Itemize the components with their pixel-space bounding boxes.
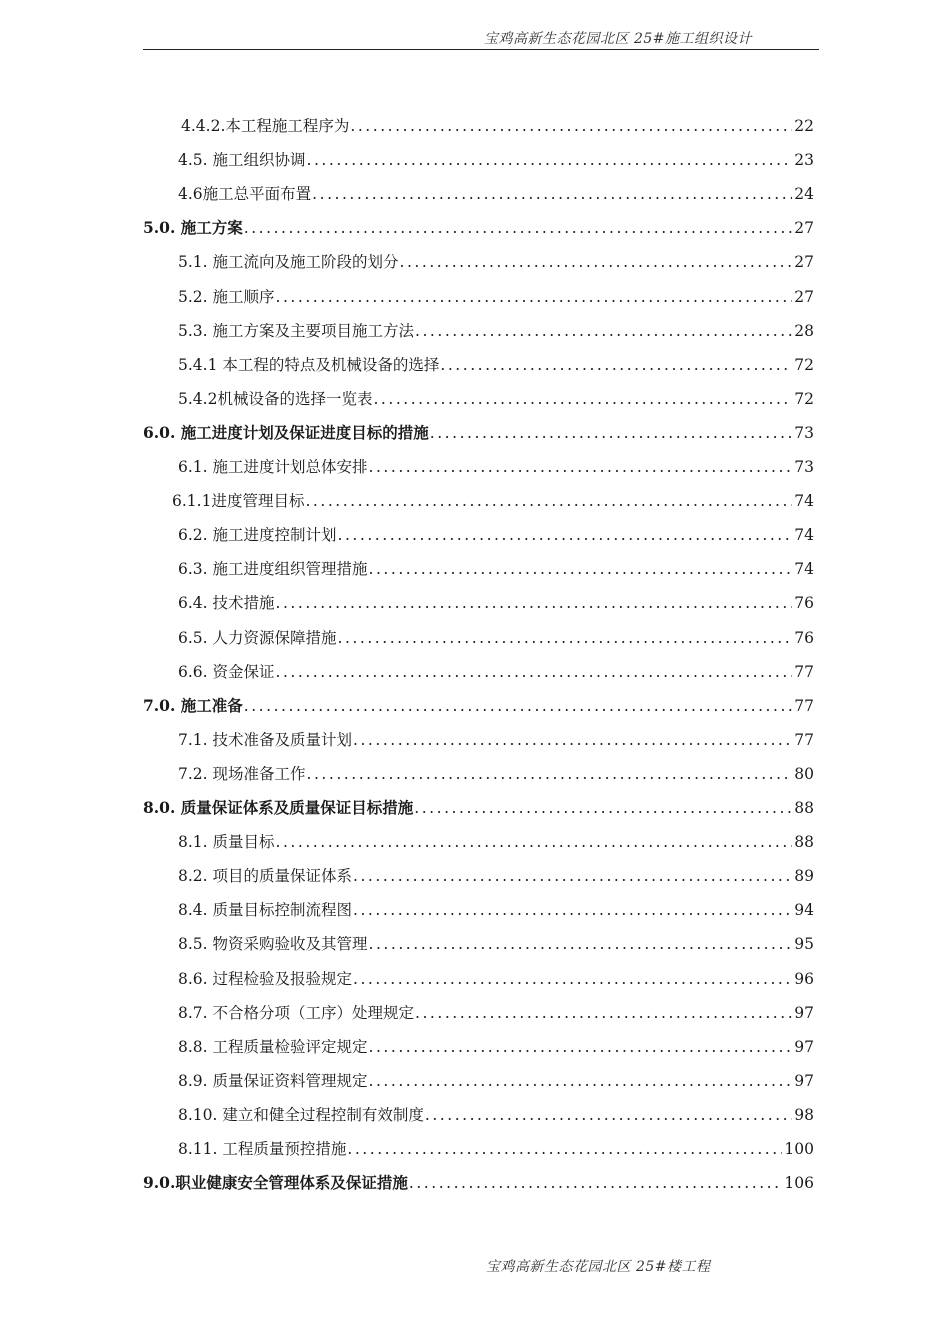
toc-entry[interactable] [178,626,814,650]
toc-entry-title: 4.5. 施工组织协调 [178,151,306,170]
toc-entry-page-number: 77 [794,696,814,715]
toc-dot-leader [307,148,793,172]
toc-entry-page-number: 77 [794,730,814,749]
toc-entry[interactable] [178,660,814,684]
toc-entry[interactable] [178,864,814,888]
toc-dot-leader [415,319,792,343]
toc-entry[interactable] [178,932,814,956]
toc-entry-title: 8.8. 工程质量检验评定规定 [178,1037,368,1056]
toc-entry-page-number: 27 [794,287,814,306]
toc-entry-page-number: 96 [794,969,814,988]
toc-entry-title: 8.4. 质量目标控制流程图 [178,901,353,920]
toc-dot-leader [276,591,793,615]
toc-entry-page-number: 23 [794,151,814,170]
toc-dot-leader [369,455,793,479]
toc-entry[interactable] [172,489,814,513]
toc-dot-leader [430,421,793,445]
toc-dot-leader [353,728,792,752]
toc-entry-page-number: 77 [794,662,814,681]
toc-entry-title: 7.0. 施工准备 [143,695,243,715]
toc-entry-title: 8.9. 质量保证资料管理规定 [178,1071,368,1090]
toc-entry-page-number: 74 [794,492,814,511]
toc-entry-title: 8.5. 物资采购验收及其管理 [178,935,368,954]
toc-entry-title: 6.3. 施工进度组织管理措施 [178,560,368,579]
toc-entry-title: 6.1.1进度管理目标 [172,492,305,511]
toc-entry[interactable] [178,1035,814,1059]
toc-entry-page-number: 94 [794,901,814,920]
toc-entry-page-number: 88 [794,833,814,852]
toc-dot-leader [414,796,792,820]
toc-entry-title: 5.0. 施工方案 [143,218,243,238]
toc-entry-title: 5.1. 施工流向及施工阶段的划分 [178,253,399,272]
toc-entry-page-number: 100 [784,1140,814,1158]
toc-dot-leader [305,489,792,513]
toc-entry-title: 7.2. 现场准备工作 [178,764,306,783]
toc-entry-page-number: 76 [794,628,814,647]
toc-dot-leader [244,694,793,718]
toc-entry-title: 8.11. 工程质量预控措施 [178,1140,347,1158]
toc-entry[interactable] [143,421,814,445]
toc-entry[interactable] [178,1001,814,1025]
toc-entry-page-number: 72 [794,355,814,374]
toc-dot-leader [440,353,792,377]
toc-entry-title: 8.0. 质量保证体系及质量保证目标措施 [143,798,414,817]
toc-entry-title: 4.4.2.本工程施工程序为 [181,117,350,135]
toc-entry-title: 5.4.2机械设备的选择一览表 [178,389,373,408]
running-header: 宝鸡高新生态花园北区 25#施工组织设计 [484,31,752,47]
toc-dot-leader [425,1103,792,1127]
toc-entry-title: 9.0.职业健康安全管理体系及保证措施 [143,1173,408,1193]
toc-entry[interactable] [181,114,814,138]
toc-entry-title: 6.6. 资金保证 [178,662,275,681]
toc-entry-page-number: 27 [794,219,814,238]
toc-dot-leader [415,1001,792,1025]
toc-dot-leader [369,932,793,956]
toc-entry-title: 8.2. 项目的质量保证体系 [178,867,353,886]
toc-entry[interactable] [178,250,814,274]
toc-entry-title: 8.1. 质量目标 [178,833,275,852]
toc-entry-title: 8.10. 建立和健全过程控制有效制度 [178,1105,424,1124]
toc-entry[interactable] [178,455,814,479]
toc-dot-leader [276,660,793,684]
toc-entry-page-number: 97 [794,1003,814,1022]
toc-entry-page-number: 88 [794,799,814,817]
toc-entry-title: 8.6. 过程检验及报验规定 [178,969,353,988]
toc-entry-title: 6.4. 技术措施 [178,594,275,613]
toc-entry[interactable] [178,319,814,343]
toc-entry-title: 8.7. 不合格分项（工序）处理规定 [178,1003,415,1022]
toc-dot-leader [312,182,792,206]
toc-dot-leader [353,967,792,991]
toc-entry-title: 6.0. 施工进度计划及保证进度目标的措施 [143,422,429,442]
toc-entry[interactable] [178,1069,814,1093]
toc-entry[interactable] [178,591,814,615]
toc-dot-leader [276,285,793,309]
toc-entry-page-number: 27 [794,253,814,272]
toc-entry-page-number: 73 [794,458,814,476]
toc-entry[interactable] [178,523,814,547]
running-footer: 宝鸡高新生态花园北区 25#楼工程 [486,1259,711,1275]
toc-entry-page-number: 73 [794,423,814,442]
toc-entry[interactable] [143,694,814,718]
toc-entry-page-number: 95 [794,935,814,954]
toc-dot-leader [338,523,793,547]
toc-entry-page-number: 89 [794,867,814,886]
toc-entry[interactable] [178,285,814,309]
toc-dot-leader [353,864,792,888]
toc-entry-title: 4.6施工总平面布置 [178,185,312,204]
toc-dot-leader [350,114,792,138]
toc-dot-leader [373,387,792,411]
toc-dot-leader [276,830,793,854]
toc-entry-title: 6.5. 人力资源保障措施 [178,628,337,647]
toc-entry-page-number: 72 [794,389,814,408]
toc-entry[interactable] [178,182,814,206]
toc-entry-page-number: 98 [794,1105,814,1124]
toc-dot-leader [244,216,793,240]
toc-entry-page-number: 97 [794,1037,814,1056]
toc-entry-title: 6.2. 施工进度控制计划 [178,526,337,545]
toc-entry-title: 5.4.1 本工程的特点及机械设备的选择 [178,355,440,374]
toc-dot-leader [307,762,793,786]
toc-entry[interactable] [178,148,814,172]
toc-entry-page-number: 80 [794,764,814,783]
toc-entry-page-number: 97 [794,1071,814,1090]
toc-dot-leader [409,1171,783,1195]
toc-dot-leader [353,898,792,922]
toc-entry-page-number: 74 [794,560,814,579]
toc-entry-title: 5.3. 施工方案及主要项目施工方法 [178,321,415,340]
toc-entry[interactable] [178,830,814,854]
toc-dot-leader [369,1069,793,1093]
toc-entry[interactable] [178,728,814,752]
toc-entry[interactable] [178,353,814,377]
toc-dot-leader [369,1035,793,1059]
toc-entry-title: 6.1. 施工进度计划总体安排 [178,458,368,476]
toc-dot-leader [347,1137,782,1161]
toc-entry[interactable] [178,557,814,581]
toc-entry-title: 7.1. 技术准备及质量计划 [178,730,353,749]
toc-entry[interactable] [178,762,814,786]
toc-entry[interactable] [143,1171,814,1195]
toc-entry[interactable] [178,387,814,411]
toc-entry-title: 5.2. 施工顺序 [178,287,275,306]
toc-dot-leader [369,557,793,581]
toc-entry[interactable] [178,967,814,991]
toc-entry[interactable] [143,796,814,820]
toc-entry-page-number: 76 [794,594,814,613]
header-rule [143,49,819,50]
toc-dot-leader [338,626,793,650]
toc-entry-page-number: 74 [794,526,814,545]
toc-dot-leader [400,250,793,274]
toc-entry-page-number: 28 [794,321,814,340]
toc-entry[interactable] [178,898,814,922]
toc-entry[interactable] [143,216,814,240]
toc-entry[interactable] [178,1137,814,1161]
toc-entry[interactable] [178,1103,814,1127]
toc-entry-page-number: 106 [784,1174,814,1193]
toc-entry-page-number: 24 [794,185,814,204]
toc-entry-page-number: 22 [794,117,814,135]
